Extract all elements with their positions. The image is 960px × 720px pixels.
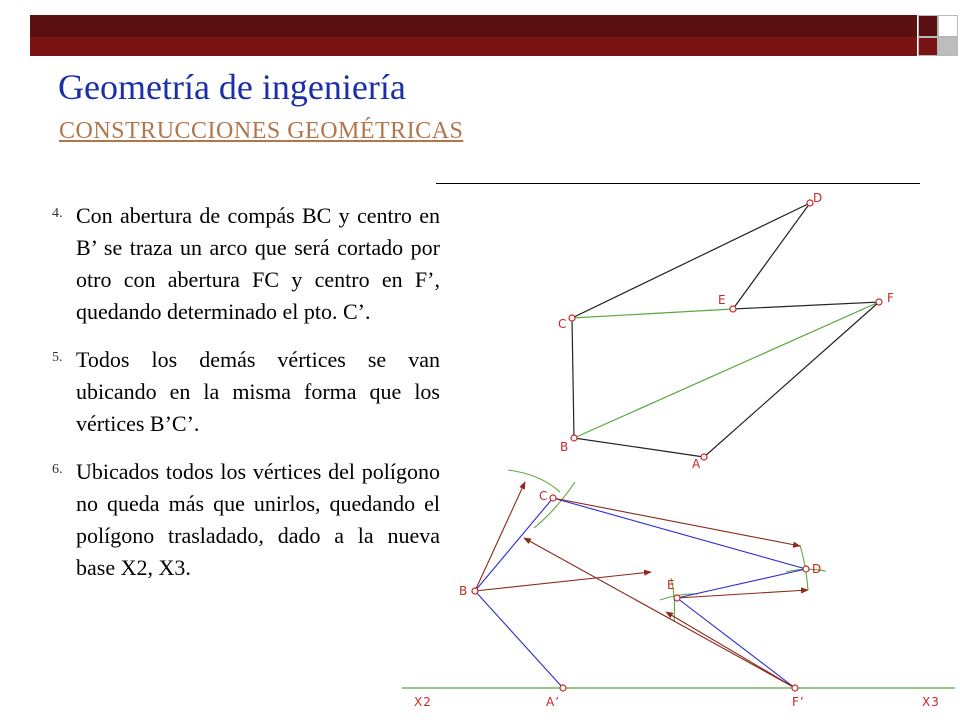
- step-text: Ubicados todos los vértices del polígono no queda más que unirlos, quedando el polígono trasladado, dado a la nueva base X2, X3.: [76, 459, 440, 580]
- label-e: E: [718, 293, 726, 307]
- edge-c-d: [553, 498, 806, 569]
- label-d-prime: D: [812, 562, 822, 576]
- label-a-prime: A’: [546, 695, 561, 709]
- original-polygon: [558, 191, 894, 471]
- edge-e-f: [677, 598, 795, 688]
- diagonal-bf: [574, 302, 879, 438]
- label-e-prime: E: [667, 578, 675, 592]
- label-x2: X2: [414, 695, 432, 709]
- arrow-f-e: [666, 612, 795, 688]
- arrow-b-e: [475, 572, 651, 591]
- vertex-d-prime: [803, 566, 809, 572]
- edge-b-c: [475, 498, 553, 591]
- label-c: C: [558, 317, 567, 331]
- arrow-c-d: [553, 498, 800, 546]
- step-text: Con abertura de compás BC y centro en B’ se traza un arco que será cortado por otro con abertura FC y centro en F’, quedando determinado el pto. C’.: [76, 203, 440, 324]
- step-number: 6.: [52, 462, 63, 477]
- label-a: A: [692, 457, 701, 471]
- arc-c-1: [508, 470, 560, 492]
- page-title: Geometría de ingeniería: [58, 67, 406, 107]
- vertex-c-prime: [550, 495, 556, 501]
- vertex-b: [571, 435, 577, 441]
- vertex-c: [569, 315, 575, 321]
- vertex-a-prime: [560, 685, 566, 691]
- page-subtitle: CONSTRUCCIONES GEOMÉTRICAS: [59, 118, 464, 144]
- step-text: Todos los demás vértices se van ubicando en la misma forma que los vértices B’C’.: [76, 347, 440, 436]
- step-number: 5.: [52, 350, 63, 365]
- edge-a-b: [475, 591, 563, 688]
- vertex-e: [730, 306, 736, 312]
- vertex-a: [701, 454, 707, 460]
- diagonal-ce: [572, 309, 733, 318]
- polygon-edge-ba: [574, 438, 704, 457]
- label-d: D: [813, 191, 823, 205]
- label-f-prime: F’: [792, 695, 805, 709]
- label-x3: X3: [922, 695, 940, 709]
- label-b: B: [560, 440, 569, 454]
- arrow-b-c: [475, 482, 525, 591]
- label-b-prime: B: [459, 584, 468, 598]
- vertex-f: [876, 299, 882, 305]
- vertex-f-prime: [792, 685, 798, 691]
- vertex-e-prime: [674, 595, 680, 601]
- arrow-f-c: [524, 538, 795, 688]
- label-c-prime: C: [539, 489, 548, 503]
- vertex-b-prime: [472, 588, 478, 594]
- translated-polygon: [402, 470, 955, 709]
- label-f: F: [887, 291, 894, 305]
- step-number: 4.: [52, 206, 63, 221]
